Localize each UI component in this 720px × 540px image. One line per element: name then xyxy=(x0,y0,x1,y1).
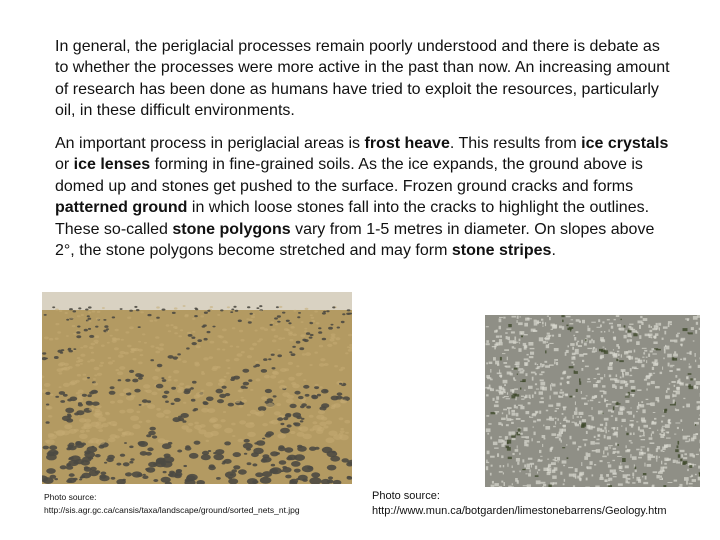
photo-caption-2 xyxy=(372,489,712,519)
sorted-nets-photo xyxy=(42,292,352,484)
photo-caption-1 xyxy=(44,491,364,516)
text-run: . This results from xyxy=(449,135,582,152)
term-ice-lenses: ice lenses xyxy=(73,156,151,174)
caption-url: http://sis.agr.gc.ca/cansis/taxa/landscape/ground/sorted_nets_nt.jpg xyxy=(44,504,300,515)
frost-heave-paragraph xyxy=(55,133,673,261)
text-run: forming in fine-grained soils. As the ice expands, the ground above is domed up and stones get pushed to the surface. Frozen ground cracks and forms xyxy=(55,156,643,195)
term-ice-crystals: ice crystals xyxy=(581,135,669,152)
term-stone-polygons: stone polygons xyxy=(172,220,291,238)
term-patterned-ground: patterned ground xyxy=(55,199,188,217)
text-run: or xyxy=(55,156,74,174)
intro-paragraph: In general, the periglacial processes remain poorly understood and there is debate as to whether the processes were more active in the past than now. An increasing amount of research has been done as humans have tried to exploit the resources, particularly oil, in these difficult environments. xyxy=(55,38,670,120)
text-run: vary from 1-5 metres in diameter. On slopes above 2°, the stone polygons become stretched and may form xyxy=(55,220,655,260)
text-run: . xyxy=(551,242,556,260)
caption-label: Photo source: xyxy=(44,492,97,502)
stone-polygons-image xyxy=(485,315,700,487)
text-run: in which loose stones fall into the cracks to highlight the outlines. These so-called xyxy=(55,199,650,238)
caption-label: Photo source: xyxy=(372,490,440,502)
term-stone-stripes: stone stripes xyxy=(451,242,552,260)
text-run: An important process in periglacial areas is xyxy=(55,135,365,152)
sorted-nets-image xyxy=(42,292,352,484)
term-frost-heave: frost heave xyxy=(364,135,450,152)
stone-polygons-photo xyxy=(485,315,700,487)
caption-url: http://www.mun.ca/botgarden/limestonebarrens/Geology.htm xyxy=(372,505,667,517)
